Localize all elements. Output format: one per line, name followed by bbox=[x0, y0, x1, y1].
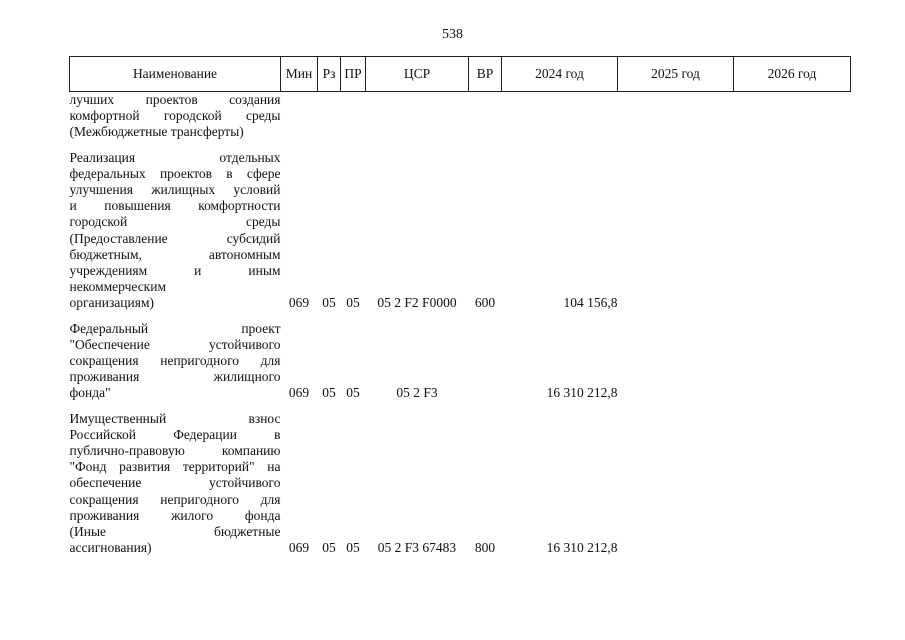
cell-2025 bbox=[618, 404, 734, 559]
table-body bbox=[70, 92, 851, 559]
table-row bbox=[70, 314, 851, 404]
header-pr: ПР bbox=[341, 57, 366, 92]
cell-2025 bbox=[618, 92, 734, 143]
header-vr: ВР bbox=[469, 57, 502, 92]
cell-2025 bbox=[618, 314, 734, 404]
header-name: Наименование bbox=[70, 57, 281, 92]
cell-name bbox=[70, 143, 281, 314]
cell-vr: 800 bbox=[474, 540, 496, 556]
name-line: федеральных проектов в сфере bbox=[69, 165, 281, 181]
name-line: сокращения непригодного для bbox=[69, 491, 281, 507]
cell-pr: 05 bbox=[346, 295, 360, 311]
name-line: (Иные бюджетные bbox=[69, 524, 281, 540]
name-line: улучшения жилищных условий bbox=[69, 182, 281, 198]
name-line: и повышения комфортности bbox=[69, 198, 281, 214]
cell-2025 bbox=[618, 143, 734, 314]
name-line: фонда" bbox=[69, 385, 111, 401]
table-row bbox=[70, 404, 851, 559]
cell-rz: 05 bbox=[322, 295, 336, 311]
header-min: Мин bbox=[281, 57, 318, 92]
table-row bbox=[70, 92, 851, 143]
name-line: "Фонд развития территорий" на bbox=[69, 459, 281, 475]
name-line: бюджетным, автономным bbox=[69, 246, 281, 262]
name-line: некоммерческим bbox=[69, 279, 167, 295]
cell-min: 069 bbox=[288, 295, 310, 311]
name-line: лучших проектов создания bbox=[69, 92, 281, 107]
cell-2024: 16 310 212,8 bbox=[546, 385, 618, 401]
cell-rz: 05 bbox=[322, 385, 336, 401]
cell-rz bbox=[318, 92, 341, 143]
name-line: Российской Федерации в bbox=[69, 426, 281, 442]
header-2026: 2026 год bbox=[734, 57, 851, 92]
cell-csr: 05 2 F3 67483 bbox=[377, 540, 457, 556]
cell-2026 bbox=[734, 143, 851, 314]
cell-rz: 05 bbox=[322, 540, 336, 556]
cell-vr bbox=[469, 92, 502, 143]
name-line: публично-правовую компанию bbox=[69, 443, 281, 459]
cell-2024: 16 310 212,8 bbox=[546, 540, 618, 556]
name-line: ассигнования) bbox=[69, 540, 152, 556]
name-line: "Обеспечение устойчивого bbox=[69, 336, 281, 352]
cell-2024: 104 156,8 bbox=[563, 295, 618, 311]
cell-2026 bbox=[734, 92, 851, 143]
name-line: сокращения непригодного для bbox=[69, 353, 281, 369]
name-line: (Предоставление субсидий bbox=[69, 230, 281, 246]
cell-2024 bbox=[502, 92, 618, 143]
header-csr: ЦСР bbox=[366, 57, 469, 92]
cell-vr: 600 bbox=[474, 295, 496, 311]
cell-min: 069 bbox=[288, 540, 310, 556]
cell-name bbox=[70, 314, 281, 404]
name-line: учреждениям и иным bbox=[69, 263, 281, 279]
cell-min bbox=[281, 92, 318, 143]
cell-2026 bbox=[734, 314, 851, 404]
table-header bbox=[70, 57, 851, 92]
name-line: (Межбюджетные трансферты) bbox=[69, 124, 244, 140]
page-number: 538 bbox=[442, 27, 463, 42]
cell-2026 bbox=[734, 404, 851, 559]
name-line: проживания жилого фонда bbox=[69, 507, 281, 523]
name-line: Реализация отдельных bbox=[69, 149, 281, 165]
header-rz: Рз bbox=[318, 57, 341, 92]
cell-vr bbox=[469, 314, 502, 404]
cell-csr: 05 2 F2 F0000 bbox=[377, 295, 457, 311]
name-line: проживания жилищного bbox=[69, 369, 281, 385]
name-line: организациям) bbox=[69, 295, 155, 311]
table-row bbox=[70, 143, 851, 314]
name-line: Имущественный взнос bbox=[69, 410, 281, 426]
cell-csr: 05 2 F3 bbox=[396, 385, 438, 401]
cell-csr bbox=[366, 92, 469, 143]
name-line: обеспечение устойчивого bbox=[69, 475, 281, 491]
cell-pr: 05 bbox=[346, 385, 360, 401]
name-line: комфортной городской среды bbox=[69, 108, 281, 124]
header-2024: 2024 год bbox=[502, 57, 618, 92]
cell-min: 069 bbox=[288, 385, 310, 401]
cell-pr bbox=[341, 92, 366, 143]
name-line: городской среды bbox=[69, 214, 281, 230]
cell-pr: 05 bbox=[346, 540, 360, 556]
cell-name bbox=[70, 404, 281, 559]
header-2025: 2025 год bbox=[618, 57, 734, 92]
budget-table bbox=[69, 56, 851, 558]
cell-name bbox=[70, 92, 281, 143]
name-line: Федеральный проект bbox=[69, 320, 281, 336]
